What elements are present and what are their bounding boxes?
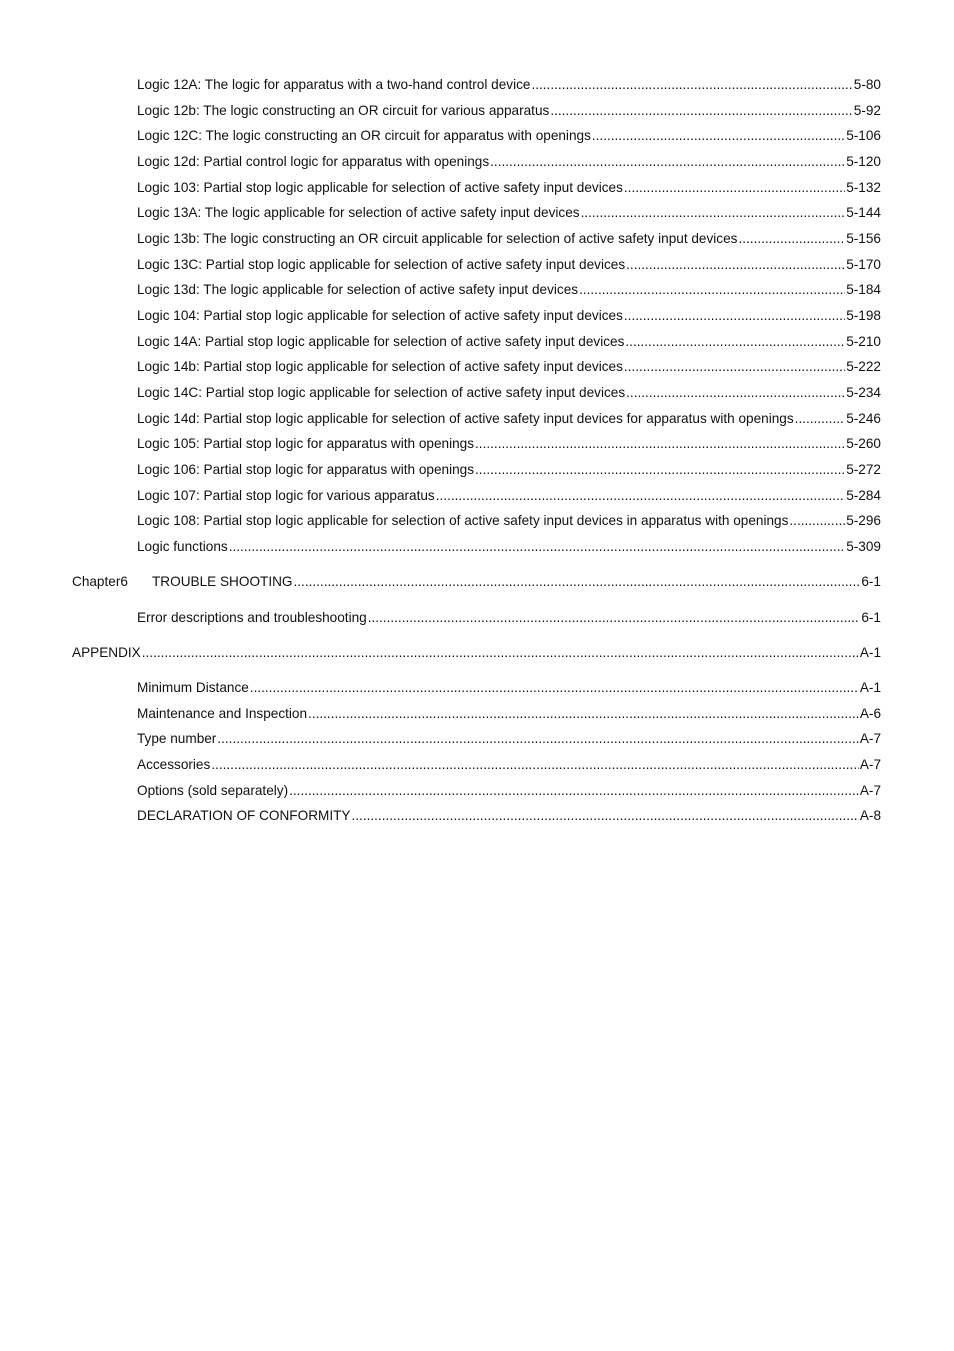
toc-entry-page: 6-1 bbox=[861, 610, 881, 625]
toc-entry-minimum-distance[interactable] bbox=[137, 679, 881, 697]
toc-entry-logic-12c[interactable] bbox=[137, 127, 881, 145]
toc-entry-page: 5-170 bbox=[846, 257, 881, 272]
dot-leader bbox=[368, 609, 861, 627]
dot-leader bbox=[581, 204, 846, 222]
dot-leader bbox=[351, 807, 858, 825]
toc-entry-page: 5-210 bbox=[846, 334, 881, 349]
toc-entry-page: A-7 bbox=[859, 731, 881, 746]
toc-entry-label: Logic 12A: The logic for apparatus with a two-hand control device bbox=[137, 77, 531, 92]
toc-entry-page: 5-246 bbox=[846, 411, 881, 426]
toc-entry-page: 5-296 bbox=[846, 513, 881, 528]
dot-leader bbox=[293, 573, 860, 591]
dot-leader bbox=[436, 487, 845, 505]
toc-entry-page: 5-184 bbox=[846, 282, 881, 297]
toc-entry-logic-13c[interactable] bbox=[137, 256, 881, 274]
dot-leader bbox=[289, 782, 859, 800]
toc-entry-options[interactable] bbox=[137, 782, 881, 800]
dot-leader bbox=[211, 756, 859, 774]
toc-entry-label: Error descriptions and troubleshooting bbox=[137, 610, 367, 625]
dot-leader bbox=[624, 358, 845, 376]
dot-leader bbox=[626, 384, 845, 402]
toc-entry-label: Options (sold separately) bbox=[137, 783, 289, 798]
toc-entry-page: 5-106 bbox=[846, 128, 881, 143]
toc-entry-page: 5-198 bbox=[846, 308, 881, 323]
toc-entry-label: Logic 13b: The logic constructing an OR circuit applicable for selection of active safety input devices bbox=[137, 231, 738, 246]
dot-leader bbox=[142, 644, 859, 662]
toc-appendix[interactable] bbox=[72, 644, 881, 662]
toc-entry-logic-107[interactable] bbox=[137, 487, 881, 505]
toc-entry-page: 5-92 bbox=[853, 103, 881, 118]
toc-entry-logic-103[interactable] bbox=[137, 179, 881, 197]
toc-entry-page: 5-260 bbox=[846, 436, 881, 451]
toc-entry-label: Logic 13C: Partial stop logic applicable for selection of active safety input devices bbox=[137, 257, 626, 272]
toc-entry-page: A-7 bbox=[859, 783, 881, 798]
toc-entry-accessories[interactable] bbox=[137, 756, 881, 774]
dot-leader bbox=[490, 153, 845, 171]
toc-entry-label: Accessories bbox=[137, 757, 211, 772]
toc-appendix-title: APPENDIX bbox=[72, 645, 141, 660]
toc-entry-logic-14d[interactable] bbox=[137, 410, 881, 428]
toc-entry-page: A-7 bbox=[859, 757, 881, 772]
dot-leader bbox=[626, 256, 845, 274]
dot-leader bbox=[250, 679, 859, 697]
toc-entry-label: Logic 12b: The logic constructing an OR circuit for various apparatus bbox=[137, 103, 550, 118]
toc-entry-logic-13a[interactable] bbox=[137, 204, 881, 222]
toc-entry-logic-14a[interactable] bbox=[137, 333, 881, 351]
toc-entry-logic-14c[interactable] bbox=[137, 384, 881, 402]
toc-entry-page: 5-284 bbox=[846, 488, 881, 503]
toc-entry-label: Logic 107: Partial stop logic for various apparatus bbox=[137, 488, 435, 503]
dot-leader bbox=[229, 538, 846, 556]
toc-chapter-heading bbox=[72, 573, 292, 591]
toc-entry-logic-12b[interactable] bbox=[137, 102, 881, 120]
toc-entry-label: Logic 14b: Partial stop logic applicable for selection of active safety input devices bbox=[137, 359, 623, 374]
dot-leader bbox=[624, 179, 845, 197]
toc-entry-label: Logic 13d: The logic applicable for selection of active safety input devices bbox=[137, 282, 579, 297]
toc-entry-maintenance[interactable] bbox=[137, 705, 881, 723]
toc-entry-label: Logic 12d: Partial control logic for apparatus with openings bbox=[137, 154, 490, 169]
toc-entry-logic-104[interactable] bbox=[137, 307, 881, 325]
toc-entry-logic-functions[interactable] bbox=[137, 538, 881, 556]
dot-leader bbox=[475, 461, 845, 479]
dot-leader bbox=[531, 76, 852, 94]
dot-leader bbox=[475, 435, 845, 453]
chapter-number: Chapter6 bbox=[72, 574, 128, 589]
toc-entry-label: Logic 105: Partial stop logic for apparatus with openings bbox=[137, 436, 475, 451]
toc-entry-label: Logic 108: Partial stop logic applicable for selection of active safety input devices in apparatus with openings bbox=[137, 513, 789, 528]
toc-entry-page: 5-222 bbox=[846, 359, 881, 374]
toc-entry-logic-12d[interactable] bbox=[137, 153, 881, 171]
toc-entry-label: Logic 103: Partial stop logic applicable for selection of active safety input devices bbox=[137, 180, 623, 195]
toc-entry-type-number[interactable] bbox=[137, 730, 881, 748]
toc-entry-page: 5-309 bbox=[846, 539, 881, 554]
toc-entry-label: Logic 12C: The logic constructing an OR circuit for apparatus with openings bbox=[137, 128, 591, 143]
chapter-title: TROUBLE SHOOTING bbox=[152, 574, 293, 589]
toc-entry-label: Minimum Distance bbox=[137, 680, 249, 695]
toc-entry-label: DECLARATION OF CONFORMITY bbox=[137, 808, 351, 823]
toc-entry-page: 5-132 bbox=[846, 180, 881, 195]
toc-entry-label: Type number bbox=[137, 731, 217, 746]
toc-entry-declaration[interactable] bbox=[137, 807, 881, 825]
toc-entry-error-descriptions[interactable] bbox=[137, 609, 881, 627]
dot-leader bbox=[550, 102, 852, 120]
toc-entry-page: A-8 bbox=[859, 808, 881, 823]
toc-entry-label: Logic 104: Partial stop logic applicable for selection of active safety input devices bbox=[137, 308, 623, 323]
toc-entry-page: 5-80 bbox=[853, 77, 881, 92]
toc-entry-logic-13d[interactable] bbox=[137, 281, 881, 299]
toc-entry-page: 5-272 bbox=[846, 462, 881, 477]
dot-leader bbox=[592, 127, 845, 145]
toc-entry-logic-105[interactable] bbox=[137, 435, 881, 453]
dot-leader bbox=[789, 512, 845, 530]
toc-chapter-6[interactable] bbox=[72, 573, 881, 591]
dot-leader bbox=[579, 281, 845, 299]
toc-entry-page: A-1 bbox=[859, 645, 881, 660]
toc-entry-page: 6-1 bbox=[861, 574, 881, 589]
dot-leader bbox=[625, 333, 845, 351]
toc-entry-label: Maintenance and Inspection bbox=[137, 706, 308, 721]
toc-entry-label: Logic functions bbox=[137, 539, 228, 554]
toc-entry-page: A-6 bbox=[859, 706, 881, 721]
toc-entry-label: Logic 13A: The logic applicable for selection of active safety input devices bbox=[137, 205, 580, 220]
toc-entry-logic-106[interactable] bbox=[137, 461, 881, 479]
toc-entry-logic-108[interactable] bbox=[137, 512, 881, 530]
toc-entry-page: 5-156 bbox=[846, 231, 881, 246]
dot-leader bbox=[738, 230, 845, 248]
toc-entry-label: Logic 14d: Partial stop logic applicable for selection of active safety input devices for apparatus with openings bbox=[137, 411, 794, 426]
dot-leader bbox=[217, 730, 859, 748]
toc-entry-label: Logic 14A: Partial stop logic applicable for selection of active safety input devices bbox=[137, 334, 625, 349]
dot-leader bbox=[795, 410, 846, 428]
dot-leader bbox=[624, 307, 845, 325]
toc-entry-label: Logic 106: Partial stop logic for apparatus with openings bbox=[137, 462, 475, 477]
toc-entry-page: A-1 bbox=[859, 680, 881, 695]
toc-entry-logic-13b[interactable] bbox=[137, 230, 881, 248]
toc-entry-logic-12a[interactable] bbox=[137, 76, 881, 94]
toc-entry-label: Logic 14C: Partial stop logic applicable for selection of active safety input devices bbox=[137, 385, 626, 400]
toc-entry-logic-14b[interactable] bbox=[137, 358, 881, 376]
toc-entry-page: 5-144 bbox=[846, 205, 881, 220]
toc-entry-page: 5-234 bbox=[846, 385, 881, 400]
dot-leader bbox=[308, 705, 859, 723]
toc-entry-page: 5-120 bbox=[846, 154, 881, 169]
